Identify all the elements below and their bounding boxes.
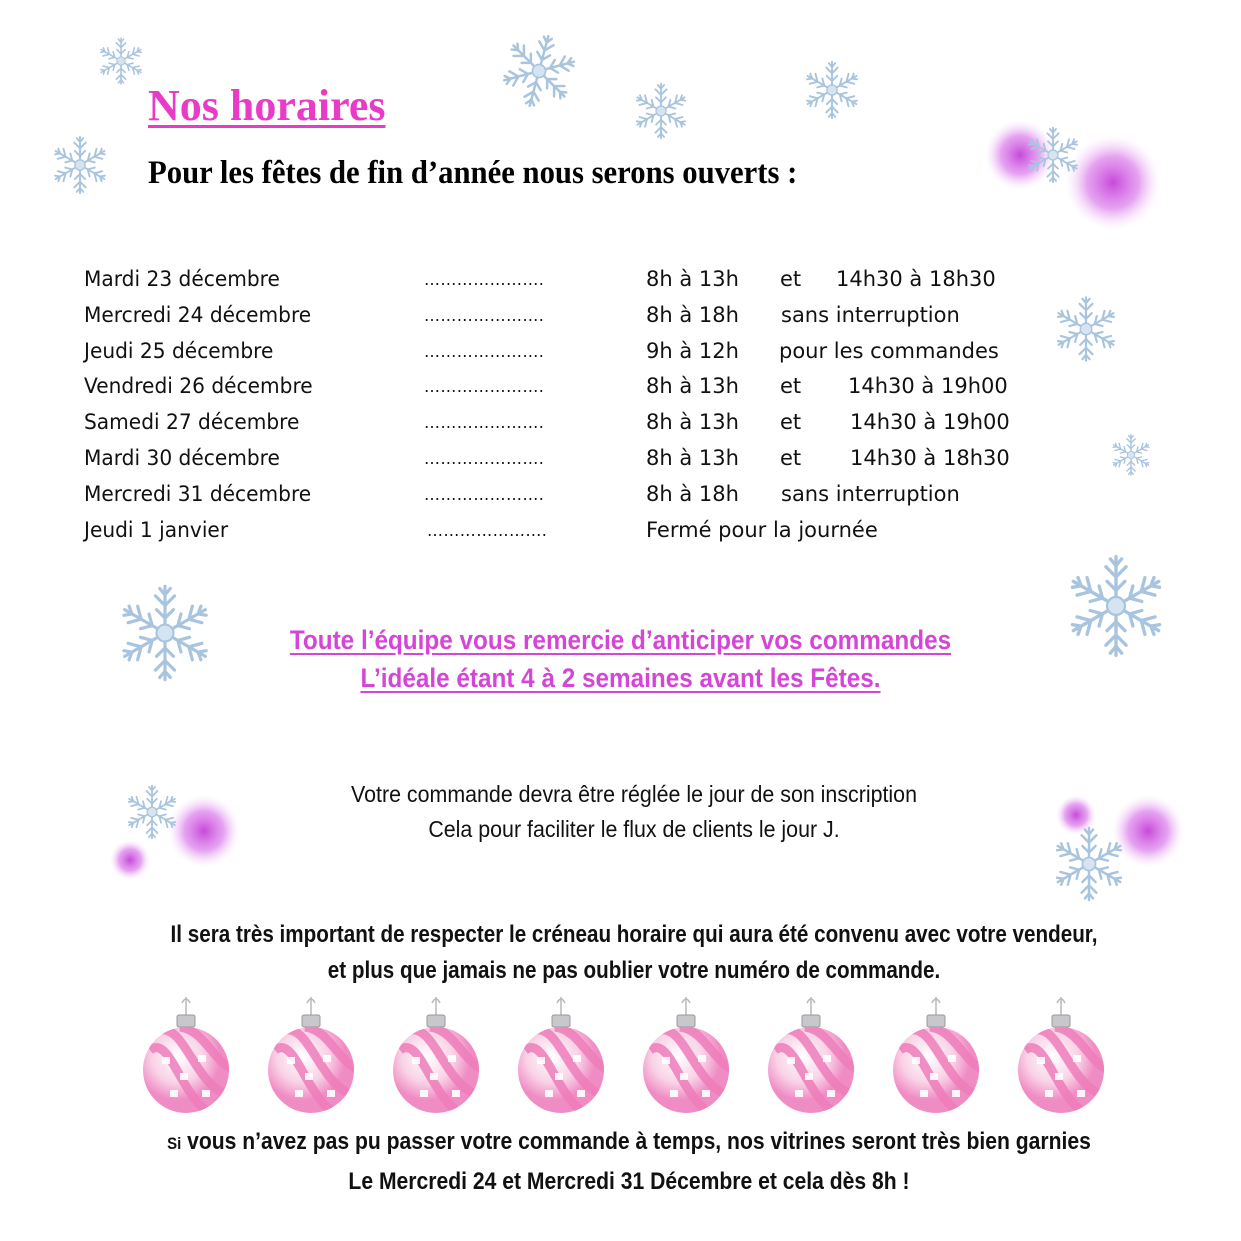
schedule-hours: 9h à 12h <box>646 338 739 363</box>
thanks-message <box>0 621 1241 697</box>
schedule-extra: sans interruption <box>781 302 960 327</box>
final-note <box>0 1123 1241 1201</box>
important-line-1: Il sera très important de respecter le créneau horaire qui aura été convenu avec votre vendeur, <box>170 921 1098 948</box>
schedule-day: Jeudi 1 janvier <box>84 517 229 542</box>
schedule-extra: sans interruption <box>781 481 960 506</box>
schedule-hours: 8h à 13h <box>646 267 739 291</box>
important-note <box>0 917 1241 989</box>
final-line-1 <box>75 1123 1182 1163</box>
schedule-day: Mercredi 31 décembre <box>84 481 312 506</box>
schedule-hours: Fermé pour la journée <box>646 517 878 542</box>
snowflake-icon <box>800 58 864 122</box>
schedule-hours: 8h à 13h <box>646 374 739 399</box>
leader-dots: …………………. <box>424 448 545 468</box>
payment-note <box>0 777 1241 847</box>
payment-line-2: Cela pour faciliter le flux de clients le jour J. <box>428 816 840 842</box>
payment-line-1: Votre commande devra être réglée le jour de son inscription <box>351 781 917 807</box>
leader-dots: …………………. <box>427 520 548 540</box>
leader-dots: …………………. <box>424 305 545 325</box>
snowflake-icon <box>630 80 692 142</box>
snowflake-icon <box>48 133 112 197</box>
schedule-hours: 8h à 18h <box>646 481 739 506</box>
final-line-1-prefix: Si <box>167 1134 182 1153</box>
snowflake-icon <box>1022 124 1084 186</box>
christmas-ornament-icon <box>140 995 232 1115</box>
important-line-2: et plus que jamais ne pas oublier votre numéro de commande. <box>327 957 941 984</box>
page-subtitle: Pour les fêtes de fin d’année nous serons ouverts : <box>148 155 798 191</box>
schedule-hours: 8h à 13h <box>646 410 739 435</box>
schedule-day: Vendredi 26 décembre <box>84 374 313 399</box>
leader-dots: …………………. <box>424 484 545 504</box>
thanks-line-1: Toute l’équipe vous remercie d’anticiper vos commandes <box>289 625 952 655</box>
leader-dots: …………………. <box>424 341 545 361</box>
schedule-day: Mardi 30 décembre <box>84 445 280 470</box>
christmas-ornament-icon <box>640 995 732 1115</box>
schedule-extra: 14h30 à 19h00 <box>848 374 1008 399</box>
schedule-extra: 14h30 à 19h00 <box>850 410 1010 435</box>
final-line-1-text: vous n’avez pas pu passer votre commande à temps, nos vitrines seront très bien garnies <box>181 1128 1091 1155</box>
schedule-separator: et <box>780 410 802 435</box>
snowflake-icon <box>95 35 147 87</box>
page-title: Nos horaires <box>148 81 386 130</box>
christmas-ornament-icon <box>1015 995 1107 1115</box>
schedule-day: Samedi 27 décembre <box>84 410 300 435</box>
schedule-day: Mercredi 24 décembre <box>84 302 312 327</box>
christmas-ornament-icon <box>515 995 607 1115</box>
schedule-day: Mardi 23 décembre <box>84 267 280 291</box>
christmas-ornament-icon <box>765 995 857 1115</box>
schedule-extra: 14h30 à 18h30 <box>836 267 996 291</box>
schedule-separator: et <box>780 374 802 399</box>
schedule-hours: 8h à 18h <box>646 302 739 327</box>
schedule-hours: 8h à 13h <box>646 445 739 470</box>
snowflake-icon <box>498 30 580 112</box>
final-line-2: Le Mercredi 24 et Mercredi 31 Décembre et cela dès 8h ! <box>348 1168 910 1195</box>
schedule-day: Jeudi 25 décembre <box>84 338 274 363</box>
christmas-ornament-icon <box>890 995 982 1115</box>
christmas-ornaments-row <box>140 995 1120 1115</box>
snowflake-icon <box>1108 432 1154 478</box>
christmas-ornament-icon <box>265 995 357 1115</box>
thanks-line-2: L’idéale étant 4 à 2 semaines avant les Fêtes. <box>360 663 881 693</box>
schedule-extra: 14h30 à 18h30 <box>850 445 1010 470</box>
leader-dots: …………………. <box>424 270 545 289</box>
christmas-ornament-icon <box>390 995 482 1115</box>
schedule-separator: et <box>780 445 802 470</box>
schedule-extra: pour les commandes <box>779 338 999 363</box>
schedule-separator: et <box>780 267 802 291</box>
leader-dots: …………………. <box>424 377 545 397</box>
leader-dots: …………………. <box>424 413 545 433</box>
snowflake-icon <box>1050 293 1122 365</box>
